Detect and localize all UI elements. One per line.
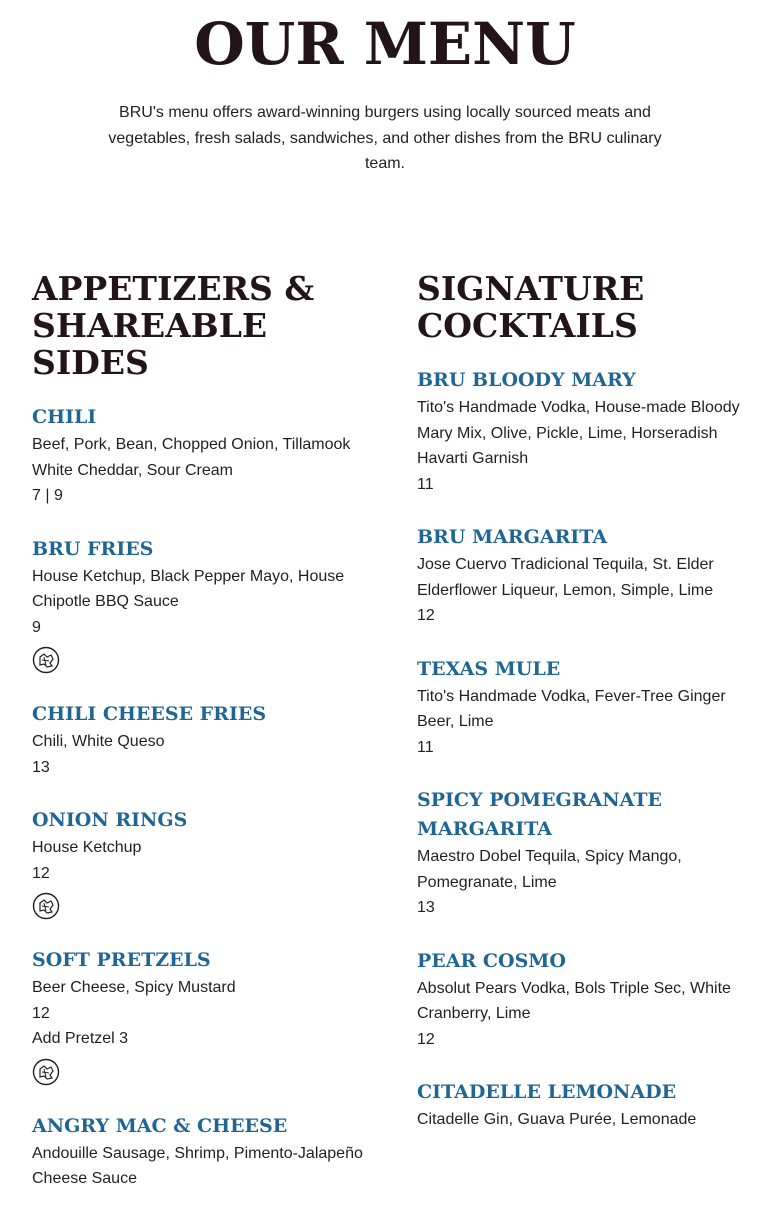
appetizers-heading xyxy=(32,270,377,381)
item-description: Chili, White Queso xyxy=(32,733,165,750)
item-price: 11 xyxy=(417,475,434,493)
vegetarian-icon xyxy=(32,1058,60,1086)
item-price: 13 xyxy=(417,899,435,916)
item-description: Tito's Handmade Vodka, House-made Bloody Mary Mix, Olive, Pickle, Lime, Horseradish Havarti Garnish xyxy=(417,399,740,467)
item-description: Absolut Pears Vodka, Bols Triple Sec, White Cranberry, Lime xyxy=(417,979,731,1022)
menu-item-bru-margarita xyxy=(417,523,747,629)
item-name: CHILI CHEESE FRIES xyxy=(32,703,267,725)
item-price: 12 xyxy=(417,1030,435,1048)
item-description: Beer Cheese, Spicy Mustard xyxy=(32,979,236,996)
cocktails-heading-line1: SIGNATURE xyxy=(417,269,645,308)
menu-item-soft-pretzels xyxy=(32,946,377,1086)
item-description: Maestro Dobel Tequila, Spicy Mango, Pomegranate, Lime xyxy=(417,848,682,891)
item-description: Jose Cuervo Tradicional Tequila, St. Elder Elderflower Liqueur, Lemon, Simple, Lime xyxy=(417,556,714,599)
item-name: SOFT PRETZELS xyxy=(32,949,211,971)
vegetarian-icon xyxy=(32,892,60,920)
item-name: TEXAS MULE xyxy=(417,657,561,680)
menu-intro: BRU's menu offers award-winning burgers using locally sourced meats and vegetables, fresh salads, sandwiches, and other dishes from the BRU culinary team. xyxy=(108,104,662,172)
item-price: 9 xyxy=(32,618,41,636)
item-price: 11 xyxy=(417,738,434,756)
item-description: Citadelle Gin, Guava Purée, Lemonade xyxy=(417,1111,697,1128)
appetizers-heading-line2: SHAREABLE SIDES xyxy=(32,306,268,382)
item-price: 12 xyxy=(417,607,435,624)
item-price: 12 xyxy=(32,864,50,882)
item-name: PEAR COSMO xyxy=(417,949,566,972)
item-name: BRU MARGARITA xyxy=(417,526,608,548)
item-name: BRU BLOODY MARY xyxy=(417,369,636,391)
item-name: SPICY POMEGRANATE MARGARITA xyxy=(417,789,662,840)
item-name: CHILI xyxy=(32,406,97,428)
item-name: CITADELLE LEMONADE xyxy=(417,1081,677,1103)
item-description: Andouille Sausage, Shrimp, Pimento-Jalapeño Cheese Sauce xyxy=(32,1144,363,1187)
item-description: House Ketchup xyxy=(32,839,142,856)
menu-item-pear-cosmo xyxy=(417,947,747,1053)
menu-item-citadelle-lemonade xyxy=(417,1078,747,1133)
item-name: ONION RINGS xyxy=(32,809,188,831)
appetizers-section xyxy=(32,270,377,1218)
vegetarian-icon xyxy=(32,646,60,674)
item-description: Tito's Handmade Vodka, Fever-Tree Ginger Beer, Lime xyxy=(417,687,726,730)
appetizers-heading-line1: APPETIZERS & xyxy=(32,269,315,308)
page-title: OUR MENU xyxy=(194,10,576,78)
item-price: 13 xyxy=(32,758,50,776)
menu-item-chili-cheese-fries xyxy=(32,700,377,780)
cocktails-heading-line2: COCKTAILS xyxy=(417,306,638,345)
menu-item-spicy-pomegranate-margarita xyxy=(417,786,747,921)
item-price: 7 | 9 xyxy=(32,487,63,504)
item-extra: Add Pretzel 3 xyxy=(32,1030,129,1047)
menu-item-angry-mac-cheese xyxy=(32,1112,377,1192)
cocktails-section xyxy=(417,270,747,1159)
item-description: House Ketchup, Black Pepper Mayo, House Chipotle BBQ Sauce xyxy=(32,567,345,610)
menu-item-bru-fries xyxy=(32,535,377,675)
cocktails-heading xyxy=(417,270,747,344)
menu-item-texas-mule xyxy=(417,655,747,761)
menu-item-chili xyxy=(32,403,377,509)
menu-item-onion-rings xyxy=(32,806,377,920)
item-price: 12 xyxy=(32,1004,50,1022)
item-description: Beef, Pork, Bean, Chopped Onion, Tillamook White Cheddar, Sour Cream xyxy=(32,436,351,479)
item-name: ANGRY MAC & CHEESE xyxy=(32,1114,288,1137)
menu-item-bru-bloody-mary xyxy=(417,366,747,497)
item-name: BRU FRIES xyxy=(32,537,154,560)
